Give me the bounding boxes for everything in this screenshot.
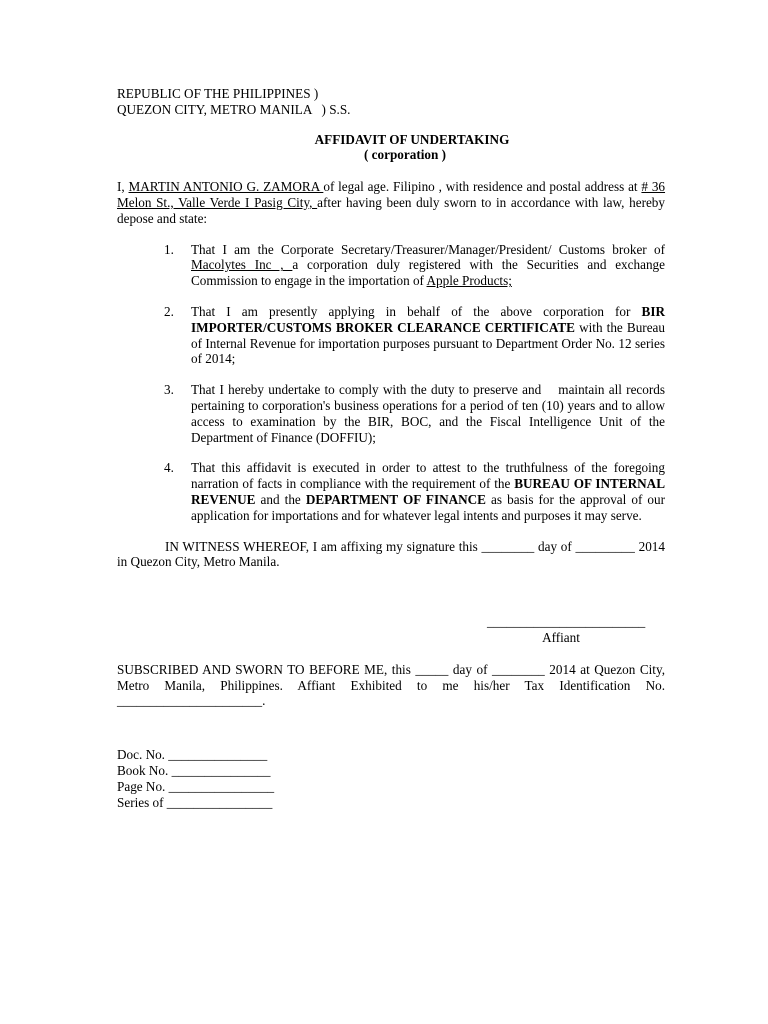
list-item bbox=[164, 382, 669, 445]
venue-header bbox=[117, 86, 665, 118]
jurat-paragraph: SUBSCRIBED AND SWORN TO BEFORE ME, this _____ day of ________ 2014 at Quezon City, Metro Manila, Philippines. Affiant Exhibited to me his/her Tax Identification No. ______________________. bbox=[117, 661, 665, 709]
list-item bbox=[164, 304, 665, 367]
item-2-text-b: with the Bureau of Internal Revenue for importation purposes pursuant to Department Order No. 12 series of 2014; bbox=[191, 319, 665, 367]
item-4-text-a: That this affidavit is executed in order to attest to the truthfulness of the foregoing narration of facts in compliance with the requirement of the bbox=[191, 460, 665, 492]
document-subtitle: ( corporation ) bbox=[363, 147, 447, 163]
venue-line-1: REPUBLIC OF THE PHILIPPINES ) bbox=[117, 86, 319, 101]
item-text bbox=[191, 304, 665, 367]
series-field: Series of ________________ bbox=[117, 794, 273, 810]
intro-prefix: I, bbox=[117, 179, 129, 195]
item-number: 3. bbox=[164, 382, 174, 398]
list-item bbox=[164, 460, 665, 523]
certificate-name: BIR IMPORTER/CUSTOMS BROKER CLEARANCE CERTIFICATE bbox=[191, 303, 665, 335]
intro-mid: of legal age. Filipino , with residence and postal address at bbox=[323, 179, 642, 195]
product-name: Apple Products; bbox=[426, 273, 512, 289]
list-item bbox=[164, 242, 665, 289]
affiant-label: Affiant bbox=[542, 629, 580, 645]
agency-bir: BUREAU OF INTERNAL REVENUE bbox=[191, 476, 665, 507]
notary-register bbox=[117, 747, 665, 810]
item-number: 2. bbox=[164, 303, 174, 319]
agency-dof: DEPARTMENT OF FINANCE bbox=[305, 491, 486, 507]
item-text bbox=[191, 242, 665, 289]
doc-no-field: Doc. No. _______________ bbox=[117, 747, 268, 763]
page-no-field: Page No. ________________ bbox=[117, 778, 275, 794]
item-2-text-a: That I am presently applying in behalf of the above corporation for bbox=[191, 303, 642, 319]
book-no-field: Book No. _______________ bbox=[117, 762, 271, 778]
venue-line-2: QUEZON CITY, METRO MANILA ) S.S. bbox=[117, 101, 351, 117]
affidavit-page bbox=[117, 86, 669, 810]
affiant-address: # 36 Melon St., Valle Verde I Pasig City, bbox=[117, 179, 666, 210]
item-1-text-b: a corporation duly registered with the Securities and exchange Commission to engage in the importation of bbox=[191, 257, 665, 289]
item-text bbox=[191, 460, 665, 523]
company-name: Macolytes Inc , bbox=[191, 257, 293, 273]
intro-paragraph bbox=[117, 179, 665, 226]
intro-suffix: after having been duly sworn to in accordance with law, hereby depose and state: bbox=[117, 194, 665, 226]
item-4-text-b: as basis for the approval of our application for importations and for whatever legal intents and purposes it may serve. bbox=[191, 491, 665, 523]
item-number: 1. bbox=[164, 241, 174, 257]
witness-paragraph: IN WITNESS WHEREOF, I am affixing my signature this ________ day of _________ 2014 in Quezon City, Metro Manila. bbox=[117, 538, 665, 570]
signature-line: ________________________ bbox=[487, 614, 646, 630]
item-text: That I hereby undertake to comply with the duty to preserve and maintain all records pertaining to corporation's business operations for a period of ten (10) years and to allow access to examination by the BIR, BOC, and the Fiscal Intelligence Unit of the Department of Finance (DOFFIU); bbox=[191, 382, 669, 445]
undertaking-list bbox=[117, 241, 669, 524]
item-4-text-mid: and the bbox=[255, 491, 306, 507]
item-number: 4. bbox=[164, 460, 174, 476]
item-1-text-a: That I am the Corporate Secretary/Treasurer/Manager/President/ Customs broker of bbox=[191, 241, 665, 257]
document-title: AFFIDAVIT OF UNDERTAKING bbox=[314, 131, 510, 147]
affiant-name: MARTIN ANTONIO G. ZAMORA bbox=[128, 179, 324, 195]
